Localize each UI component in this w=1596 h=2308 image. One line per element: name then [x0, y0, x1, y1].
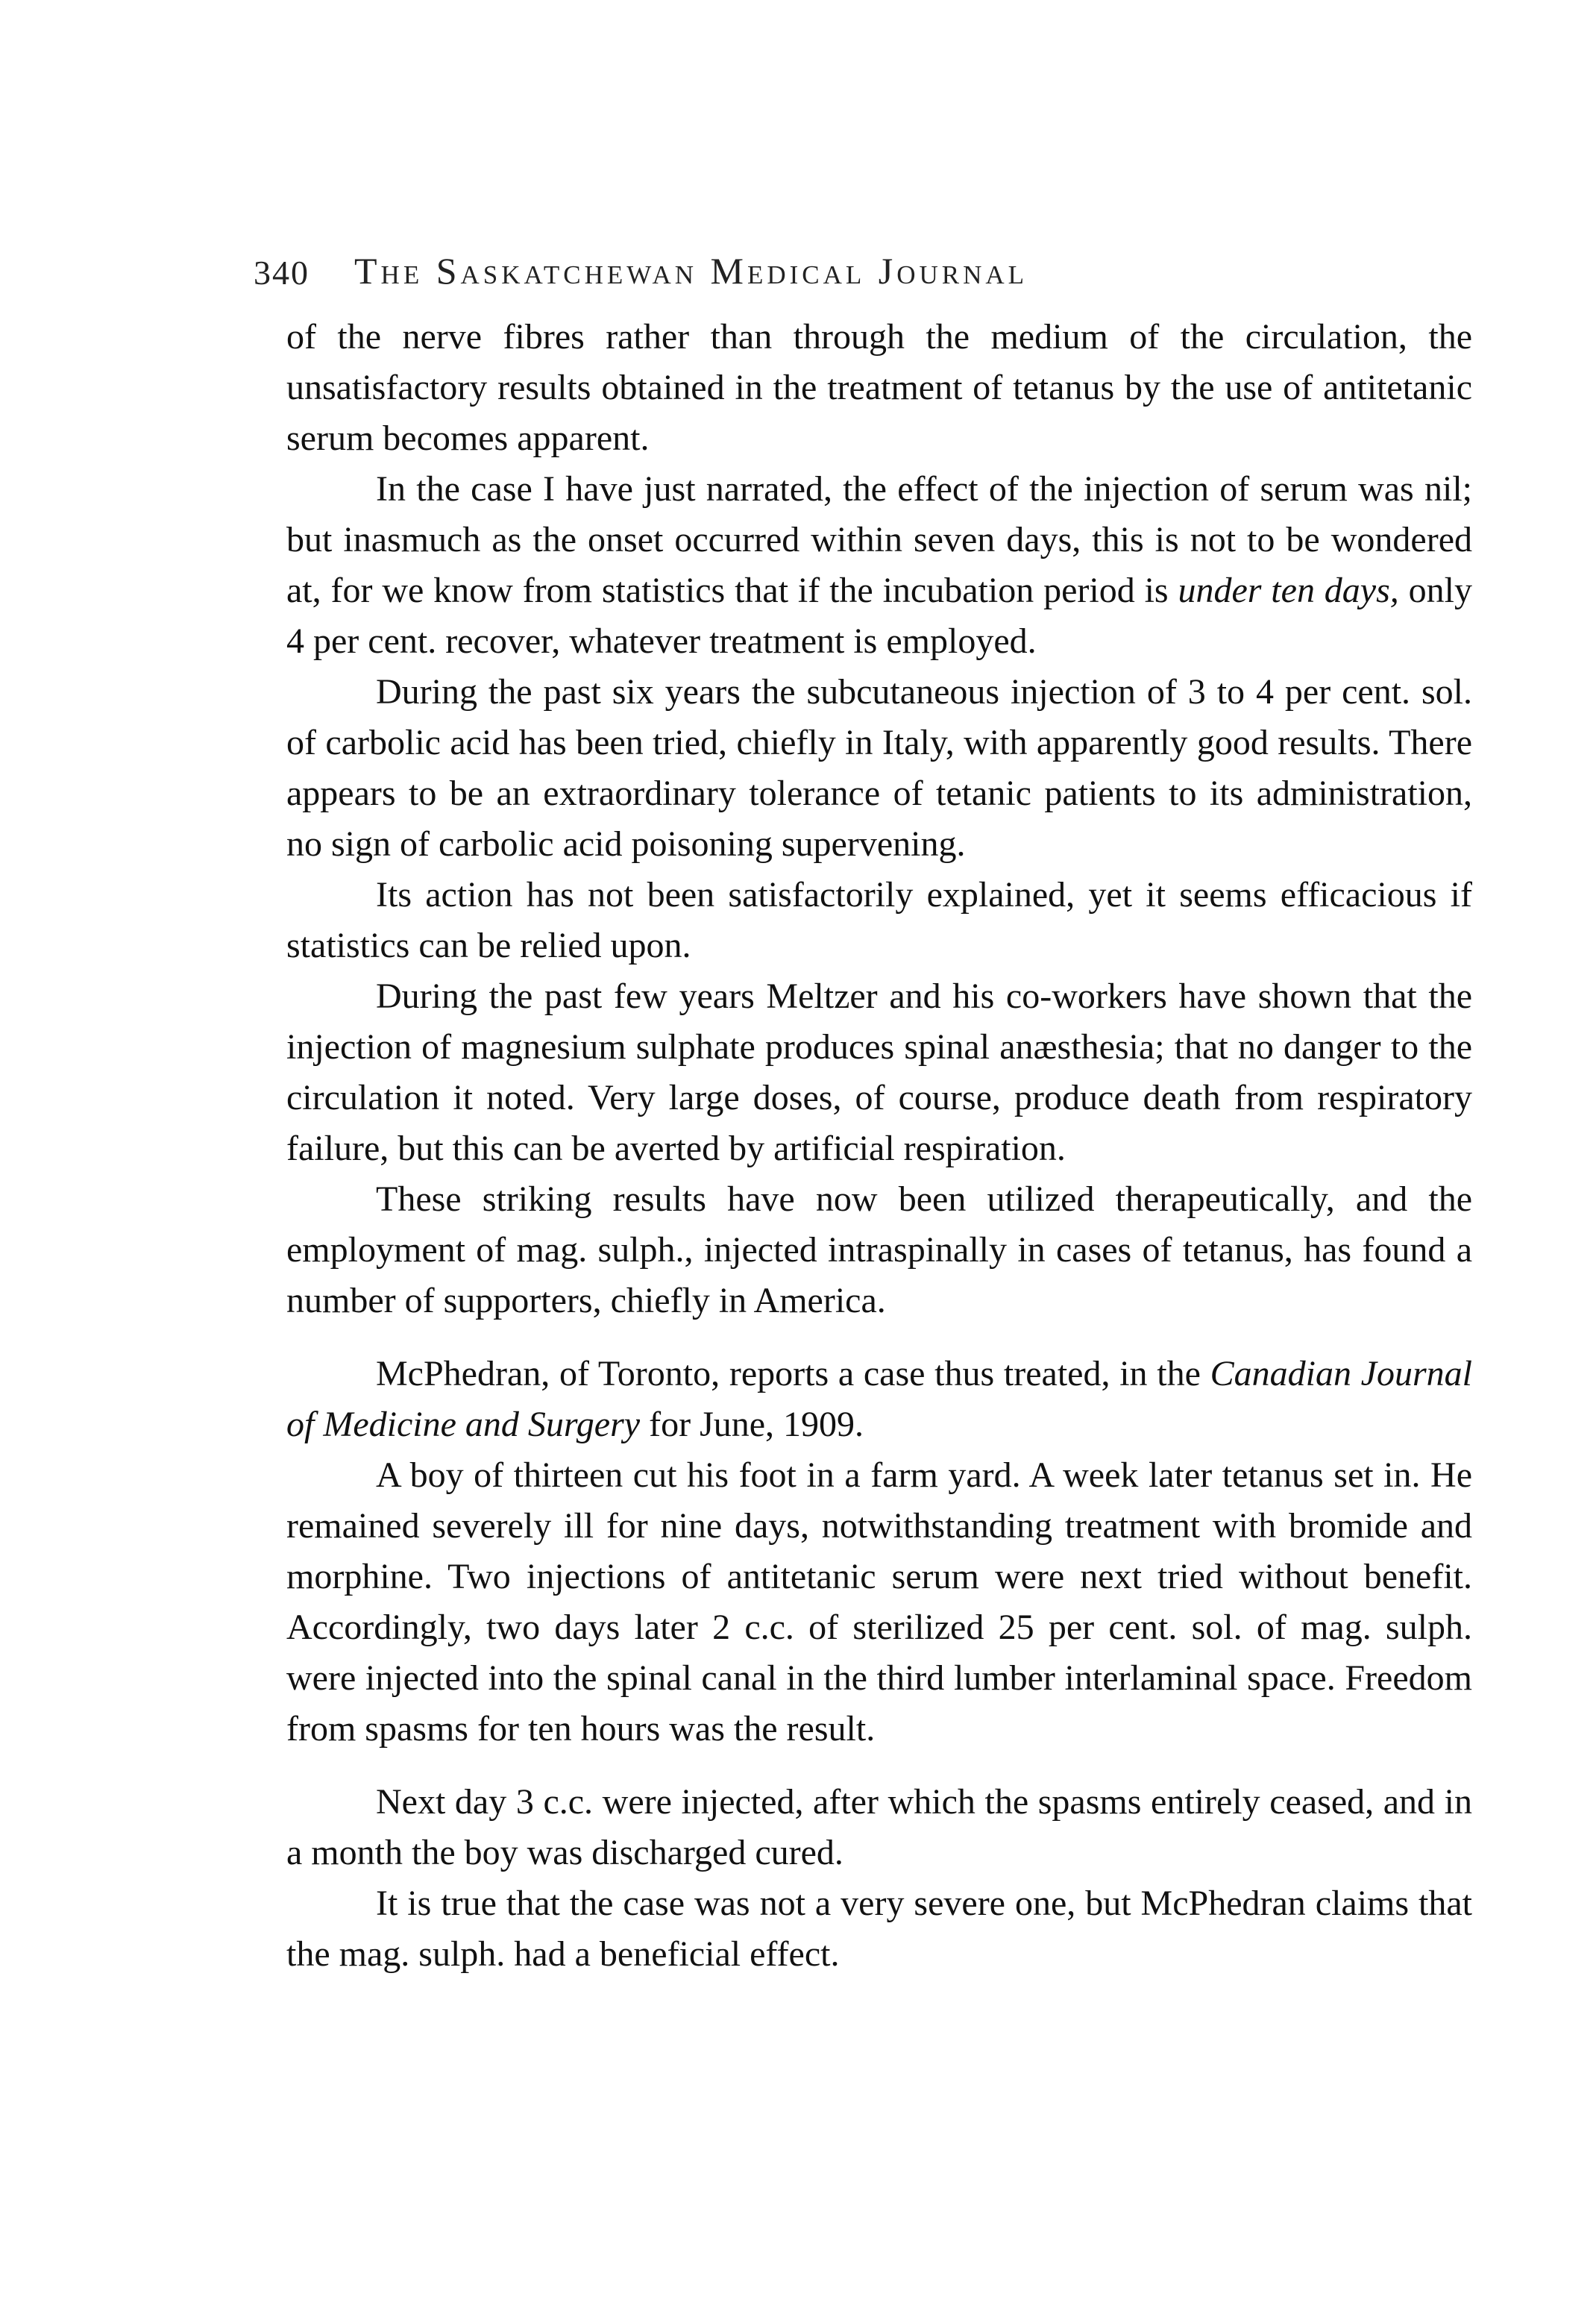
article-body: [286, 312, 1472, 1980]
emphasized-text: under ten days,: [1178, 571, 1399, 610]
paragraph: Next day 3 c.c. were injected, after which the spasms entirely ceased, and in a month the boy was discharged cured.: [286, 1782, 1472, 1872]
paragraph: During the past few years Meltzer and his co-workers have shown that the injection of magnesium sulphate produces spinal anæsthesia; that no danger to the circulation it noted. Very large doses, of course, produce death from respiratory failure, but this can be averted by artificial respiration.: [286, 976, 1472, 1168]
running-title: The Saskatchewan Medical Journal: [354, 250, 1028, 292]
paragraph: It is true that the case was not a very severe one, but McPhedran claims that the mag. sulph. had a beneficial effect.: [286, 1884, 1472, 1974]
paragraph: [286, 464, 1472, 667]
paragraph: [286, 1349, 1472, 1450]
paragraph: of the nerve fibres rather than through the medium of the circulation, the unsatisfactory results obtained in the treatment of tetanus by the use of antitetanic serum becomes apparent.: [286, 317, 1472, 458]
paragraph: Its action has not been satisfactorily explained, yet it seems efficacious if statistics can be relied upon.: [286, 875, 1472, 965]
paragraph: A boy of thirteen cut his foot in a farm yard. A week later tetanus set in. He remained severely ill for nine days, notwithstanding treatment with bromide and morphine. Two injections of antitetanic serum were next tried without benefit. Accordingly, two days later 2 c.c. of sterilized 25 per cent. sol. of mag. sulph. were injected into the spinal canal in the third lumber interlaminal space. Freedom from spasms for ten hours was the result.: [286, 1455, 1472, 1749]
paragraph: During the past six years the subcutaneous injection of 3 to 4 per cent. sol. of carbolic acid has been tried, chiefly in Italy, with apparently good results. There appears to be an extraordinary tolerance of tetanic patients to its administration, no sign of carbolic acid poisoning supervening.: [286, 672, 1472, 864]
paragraph-text: for June, 1909.: [640, 1405, 864, 1444]
paragraph-text: McPhedran, of Toronto, reports a case thus treated, in the: [376, 1354, 1210, 1393]
page-number: 340: [254, 254, 310, 292]
journal-title: Canadian Journal of Medicine and Surgery: [286, 1354, 1472, 1444]
page-header: [254, 233, 1477, 292]
paragraph-text: only 4 per cent. recover, whatever treatment is employed.: [286, 571, 1472, 661]
paragraph-text: In the case I have just narrated, the effect of the injection of serum was nil; but inasmuch as the onset occurred within seven days, this is not to be wondered at, for we know from statistics that if the incubation period is: [286, 469, 1472, 610]
paragraph: These striking results have now been utilized therapeutically, and the employment of mag. sulph., injected intraspinally in cases of tetanus, has found a number of supporters, chiefly in America.: [286, 1179, 1472, 1320]
